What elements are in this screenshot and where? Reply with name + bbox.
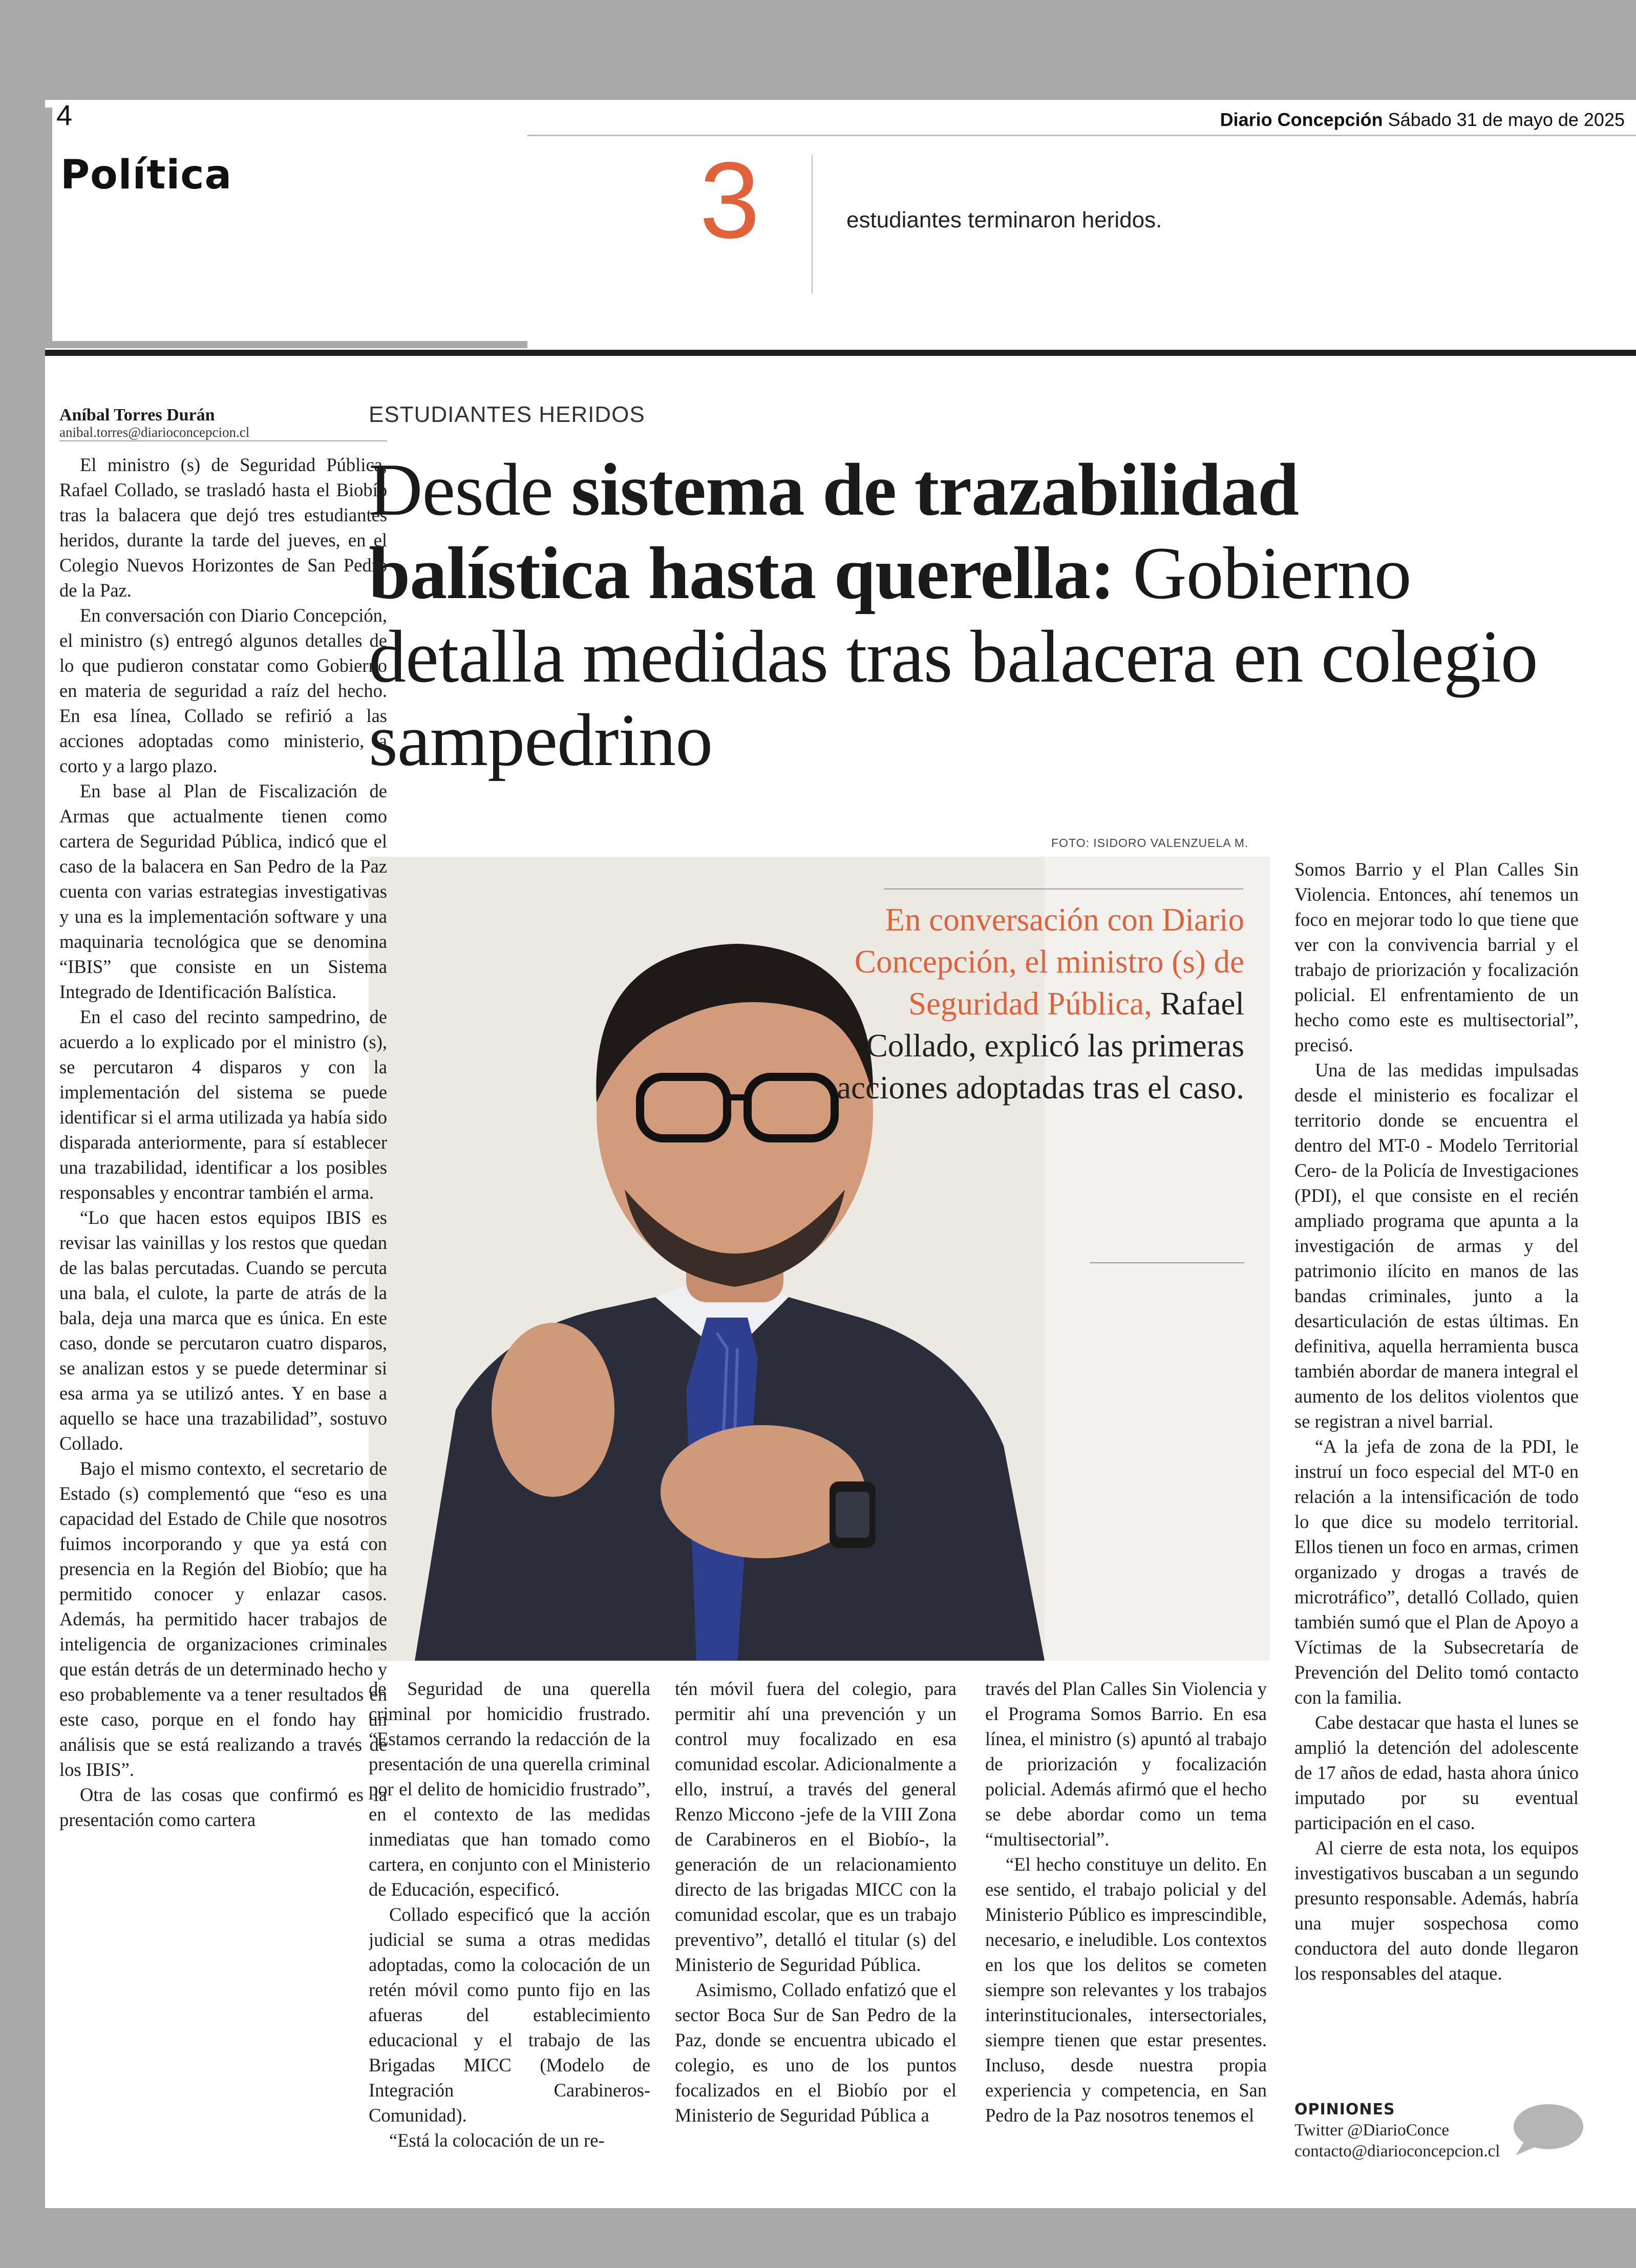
pullquote [793,899,1244,1109]
paragraph: En el caso del recinto sampedrino, de acuerdo a lo explicado por el ministro (s), se percutaron 4 disparos y con la implementación del sistema se puede identificar si el arma utilizada ya había sido disparada anteriormente, para sí establecer una trazabilidad, identificar a los posibles responsables y encontrar también el arma. [59,1006,387,1203]
paragraph: Bajo el mismo contexto, el secretario de Estado (s) complementó que “eso es una capacidad del Estado de Chile que nosotros fuimos incorporando y que ya está con presencia en la Región del Biobío; que ha permitido conocer y enlazar casos. Además, ha permitido hacer trabajos de inteligencia de organizaciones criminales que están detrás de un determinado hecho y eso probablemente va a tener resultados en este caso, porque en el fondo hay un análisis que se está realizando a través de los IBIS”. [59,1458,387,1780]
paragraph: Somos Barrio y el Plan Calles Sin Violencia. Entonces, ahí tenemos un foco en mejorar todo lo que tiene que ver con la convivencia barrial y el trabajo de priorización y focalización policial. El enfrentamiento de un hecho como este es multisectorial”, precisó. [1294,859,1579,1055]
byline-rule [59,440,387,441]
paragraph: “El hecho constituye un delito. En ese sentido, el trabajo policial y del Ministerio Público es imprescindible, necesario, e ineludible. Los contextos en los que los delitos se cometen siempre son relevantes y los trabajos interinstitucionales, intersectoriales, siempre tienen que estar presentes. Incluso, desde nuestra propia experiencia y competencia, en San Pedro de la Paz nosotros tenemos el [985,1854,1267,2126]
article-column-3 [675,1676,957,2186]
page-number: 4 [56,100,73,131]
fact-text: estudiantes terminaron heridos. [846,207,1162,232]
section-header-frame [45,108,527,348]
headline-bold: sistema de trazabilidad balística hasta querella: [369,448,1299,614]
paragraph: El ministro (s) de Seguridad Pública, Rafael Collado, se trasladó hasta el Biobío tras la balacera que dejó tres estudiantes heridos, durante la tarde del jueves, en el Colegio Nuevos Horizontes de San Pedro de la Paz. [59,454,387,601]
paragraph: Al cierre de esta nota, los equipos investigativos buscaban a un segundo presunto responsable. Además, habría una mujer sospechosa como conductora del auto donde llegaron los responsables del ataque. [1294,1837,1579,1984]
article-column-5 [1294,857,1579,2178]
kicker: ESTUDIANTES HERIDOS [369,402,645,427]
paragraph: Otra de las cosas que confirmó es la presentación como cartera [59,1784,387,1830]
opinions-twitter[interactable]: Twitter @DiarioConce [1294,2121,1450,2139]
paragraph: Cabe destacar que hasta el lunes se amplió la detención del adolescente de 17 años de edad, hasta ahora único imputado por su eventual participación en el caso. [1294,1712,1579,1833]
headline [369,448,1546,782]
paragraph: Asimismo, Collado enfatizó que el sector Boca Sur de San Pedro de la Paz, donde se encuentra ubicado el colegio, es uno de los puntos focalizados en el Biobío por el Ministerio de Seguridad Pública a [675,1979,957,2126]
issue-date: Sábado 31 de mayo de 2025 [1388,109,1625,130]
paragraph: “Lo que hacen estos equipos IBIS es revisar las vainillas y los restos que quedan de las balas percutadas. Cuando se percuta una bala, el culote, la parte de atrás de la bala, deja una marca que es única. En este caso, donde se percutaron cuatro disparos, se analizan estos y se puede determinar si esa arma ya se utilizó antes. Y en base a aquello se hace una trazabilidad”, sostuvo Collado. [59,1207,387,1454]
photo-credit: FOTO: ISIDORO VALENZUELA M. [1051,836,1249,850]
article-column-1 [59,452,387,2188]
pullquote-accent: En conversación con Diario Concepción, el ministro (s) de Seguridad Pública, [854,902,1244,1022]
paper-name: Diario Concepción [1220,109,1383,130]
paragraph: tén móvil fuera del colegio, para permitir ahí una prevención y un control muy focalizado en esa comunidad escolar. Adicionalmente a ello, instruí, a través del general Renzo Miccono -jefe de la VIII Zona de Carabineros en el Biobío-, la generación de un relacionamiento directo de las brigadas MICC con la comunidad escolar, que es un trabajo preventivo”, detalló el titular (s) del Ministerio de Seguridad Pública. [675,1678,957,1975]
paragraph: En base al Plan de Fiscalización de Armas que actualmente tienen como cartera de Seguridad Pública, indicó que el caso de la balacera en San Pedro de la Paz cuenta con varias estrategias investigativas y una es la implementación software y una maquinaria tecnológica que se denomina “IBIS” que consiste en un Sistema Integrado de Identificación Balística. [59,780,387,1002]
pullquote-bottom-rule [1090,1262,1244,1263]
section-title: Política [60,152,232,198]
header-rule [45,350,1636,356]
newspaper-page [45,100,1636,2208]
author-email: anibal.torres@diarioconcepcion.cl [59,425,250,440]
paragraph: través del Plan Calles Sin Violencia y el Programa Somos Barrio. En esa línea, el ministro (s) apuntó al trabajo de priorización y focalización policial. Además afirmó que el hecho se debe abordar como un tema “multisectorial”. [985,1678,1267,1850]
pullquote-rest: Rafael Collado, explicó las primeras acciones adoptadas tras el caso. [837,986,1244,1106]
top-divider [527,135,1636,136]
headline-rest: Gobierno detalla medidas tras balacera en colegio sampedrino [369,532,1538,781]
article-column-2 [369,1676,650,2186]
section-header-panel [52,108,527,341]
paragraph: Collado especificó que la acción judicial se suma a otras medidas adoptadas, como la colocación de un retén móvil como punto fijo en las afueras del establecimiento educacional y el trabajo de las Brigadas MICC (Modelo de Integración Carabineros- Comunidad). [369,1904,650,2126]
headline-lead: Desde [369,448,553,531]
opinions-title: OPINIONES [1294,2101,1395,2118]
fact-number: 3 [699,139,760,261]
paragraph: En conversación con Diario Concepción, el ministro (s) entregó algunos detalles de lo que pudieron constatar como Gobierno en materia de seguridad a raíz del hecho. En esa línea, Collado se refirió a las acciones adoptadas como ministerio, a corto y a largo plazo. [59,605,387,776]
speech-bubble-icon [1508,2102,1585,2161]
byline [59,406,387,440]
pullquote-top-rule [884,888,1243,889]
article-column-4 [985,1676,1267,2186]
opinions-email[interactable]: contacto@diarioconcepcion.cl [1294,2142,1500,2160]
masthead [1220,109,1625,131]
paragraph: Una de las medidas impulsadas desde el ministerio es focalizar el territorio donde se encuentra el dentro del MT-0 - Modelo Territorial Cero- de la Policía de Investigaciones (PDI), el que consiste en el recién ampliado programa que apunta a la investigación de armas y del patrimonio ilícito en manos de las bandas criminales, junto a la desarticulación de estas últimas. En definitiva, aquella herramienta busca también abordar de manera integral el aumento de los delitos violentos que se registran a nivel barrial. [1294,1059,1579,1432]
author-name: Aníbal Torres Durán [59,406,215,425]
paragraph: de Seguridad de una querella criminal por homicidio frustrado. “Estamos cerrando la redacción de la presentación de una querella criminal por el delito de homicidio frustrado”, en el contexto de las medidas inmediatas que han tomado como cartera, en conjunto con el Ministerio de Educación, especificó. [369,1678,650,1900]
paragraph: “A la jefa de zona de la PDI, le instruí un foco especial del MT-0 en relación a la intensificación de todo lo que dice su modelo territorial. Ellos tienen un foco en armas, crimen organizado y drogas a través de microtráfico”, detalló Collado, quien también sumó que el Plan de Apoyo a Víctimas de la Subsecretaría de Prevención del Delito tomó contacto con la familia. [1294,1436,1579,1708]
paragraph: “Está la colocación de un re- [389,2130,605,2151]
fact-divider [812,155,813,293]
